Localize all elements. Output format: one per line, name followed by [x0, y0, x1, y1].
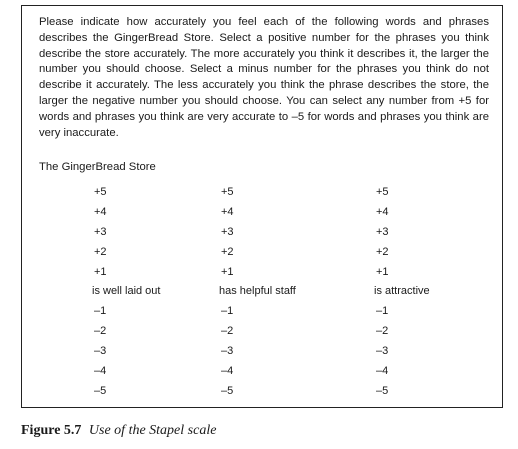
- scale-option[interactable]: +2: [221, 245, 234, 258]
- scale-option[interactable]: –3: [221, 345, 234, 358]
- scale-option[interactable]: –1: [94, 305, 107, 318]
- scale-phrase: has helpful staff: [219, 285, 296, 298]
- scale-phrase: is well laid out: [92, 285, 161, 298]
- scale-option[interactable]: –1: [221, 305, 234, 318]
- scale-option[interactable]: –3: [376, 345, 389, 358]
- scale-option[interactable]: –4: [221, 365, 234, 378]
- scale-option[interactable]: –5: [376, 384, 389, 397]
- scale-option[interactable]: +3: [94, 225, 107, 238]
- scale-option[interactable]: +1: [376, 265, 389, 278]
- scale-phrase: is attractive: [374, 285, 430, 298]
- scale-option[interactable]: –4: [94, 365, 107, 378]
- scale-option[interactable]: +3: [221, 225, 234, 238]
- instructions-text: Please indicate how accurately you feel each of the following words and phrases describes the GingerBread Store. Select a positive number for the phrases you think describe the store accurately. The more accurately you think it describes it, the larger the number you should choose. Select a minus number for the phrases you think do not describe it accurately. The less accurately you think the phrase describes the store, the larger the negative number you should choose. You can select any number from +5 for words and phrases you think are very accurate to –5 for words and phrases you think are very inaccurate.: [39, 16, 489, 139]
- scale-option[interactable]: –2: [376, 325, 389, 338]
- scale-option[interactable]: +4: [94, 205, 107, 218]
- scale-option[interactable]: –1: [376, 305, 389, 318]
- scale-column-3: [374, 186, 430, 405]
- scale-option[interactable]: +2: [376, 245, 389, 258]
- scale-option[interactable]: +5: [376, 186, 389, 198]
- scale-option[interactable]: –2: [94, 325, 107, 338]
- scale-column-1: [92, 186, 160, 405]
- scale-option[interactable]: +5: [94, 186, 107, 198]
- figure-label: Figure 5.7: [21, 423, 82, 438]
- scale-column-2: [219, 186, 296, 405]
- scale-option[interactable]: +4: [376, 205, 389, 218]
- scale-option[interactable]: –5: [221, 384, 234, 397]
- store-title: The GingerBread Store: [39, 161, 156, 173]
- scale-option[interactable]: +1: [221, 265, 234, 278]
- scale-option[interactable]: +5: [221, 186, 234, 198]
- scale-option[interactable]: –5: [94, 384, 107, 397]
- scale-option[interactable]: –4: [376, 365, 389, 378]
- scale-option[interactable]: +1: [94, 265, 107, 278]
- figure-caption: [21, 423, 216, 439]
- figure-caption-text: Use of the Stapel scale: [88, 423, 217, 438]
- figure-frame: [21, 5, 503, 408]
- scale-option[interactable]: +2: [94, 245, 107, 258]
- scale-option[interactable]: –2: [221, 325, 234, 338]
- scale-option[interactable]: +4: [221, 205, 234, 218]
- scale-option[interactable]: –3: [94, 345, 107, 358]
- scale-option[interactable]: +3: [376, 225, 389, 238]
